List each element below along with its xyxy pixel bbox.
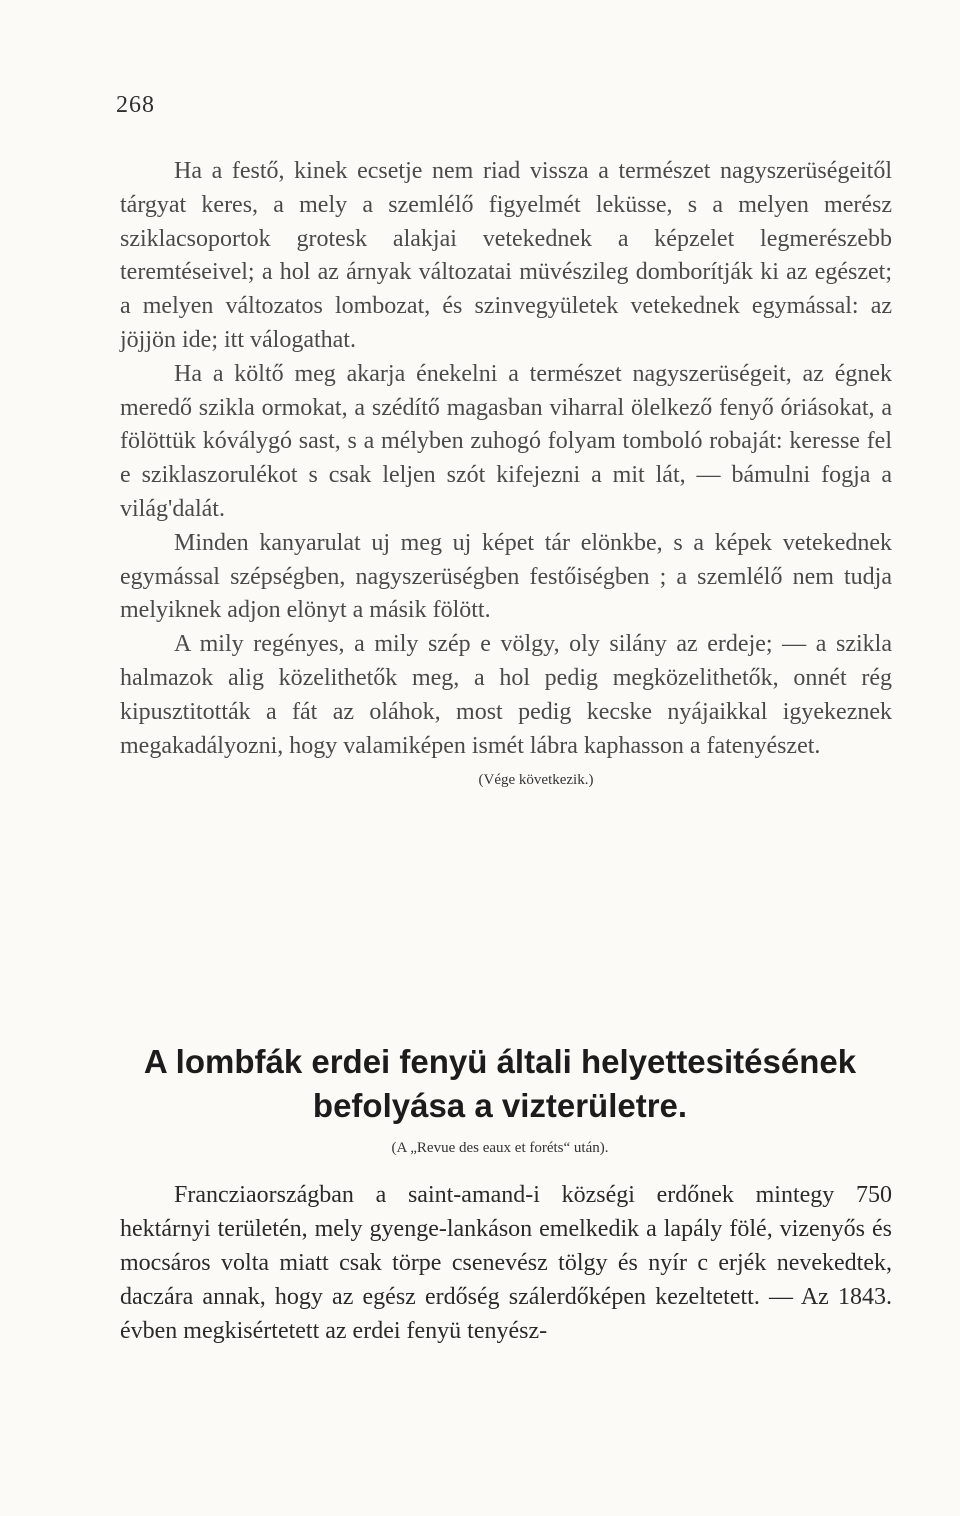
paragraph-forest: A mily regényes, a mily szép e völgy, oly silány az erdeje; — a szikla halmazok alig közelithetők meg, a hol pedig megközelithetők, onnét rég kipusztitották a fát az oláhok, most pedig kecske nyájaikkal igyekeznek megakadályozni, hogy valamiképen ismét lábra kaphasson a fatenyészet. [120, 631, 892, 759]
article-body-top [120, 155, 892, 791]
page-number: 268 [116, 92, 155, 118]
paragraph-painter: Ha a festő, kinek ecsetje nem riad vissza a természet nagyszerüségeitől tárgyat keres, a mely a szemlélő figyelmét leküsse, s a melyen merész sziklacsoportok grotesk alakjai vetekednek a képzelet legmerészebb teremtéseivel; a hol az árnyak változatai müvészileg domborítják ki az egészet; a melyen változatos lombozat, és szinvegyületek vetekednek egymással: az jöjjön ide; itt válogathat. [120, 158, 892, 353]
article-body-bottom [120, 1178, 892, 1348]
paragraph-bends: Minden kanyarulat uj meg uj képet tár elönkbe, s a képek vetekednek egymással szépségben, nagyszerüségben festőiségben ; a szemlélő nem tudja melyiknek adjon elönyt a másik fölött. [120, 529, 892, 624]
paragraph-poet: Ha a költő meg akarja énekelni a természet nagyszerüségeit, az égnek meredő szikla ormokat, a szédítő magasban viharral ölelkező fenyő óriásokat, a fölöttük kóválygó sast, s a mélyben zuhogó folyam tomboló robaját: keresse fel e sziklaszorulékot s csak leljen szót kifejezni a mit lát, — bámulni fogja a világ'dalát. [120, 360, 892, 522]
article-source: (A „Revue des eaux et foréts“ után). [391, 1140, 609, 1156]
continuation-note: (Vége következik.) [478, 772, 594, 789]
paragraph-france: Francziaországban a saint-amand-i községi erdőnek mintegy 750 hektárnyi területén, mely gyenge-lankáson emelkedik a lapály fölé, vizenyős és mocsáros volta miatt csak törpe csenevész tölgy és nyír c erjék nevekedtek, daczára annak, hogy az egész erdőség szálerdőképen kezeltetett. — Az 1843. évben megkisértetett az erdei fenyü tenyész- [120, 1182, 892, 1344]
article-title: A lombfák erdei fenyü általi helyettesitésének befolyása a vizterületre. [143, 1043, 857, 1124]
